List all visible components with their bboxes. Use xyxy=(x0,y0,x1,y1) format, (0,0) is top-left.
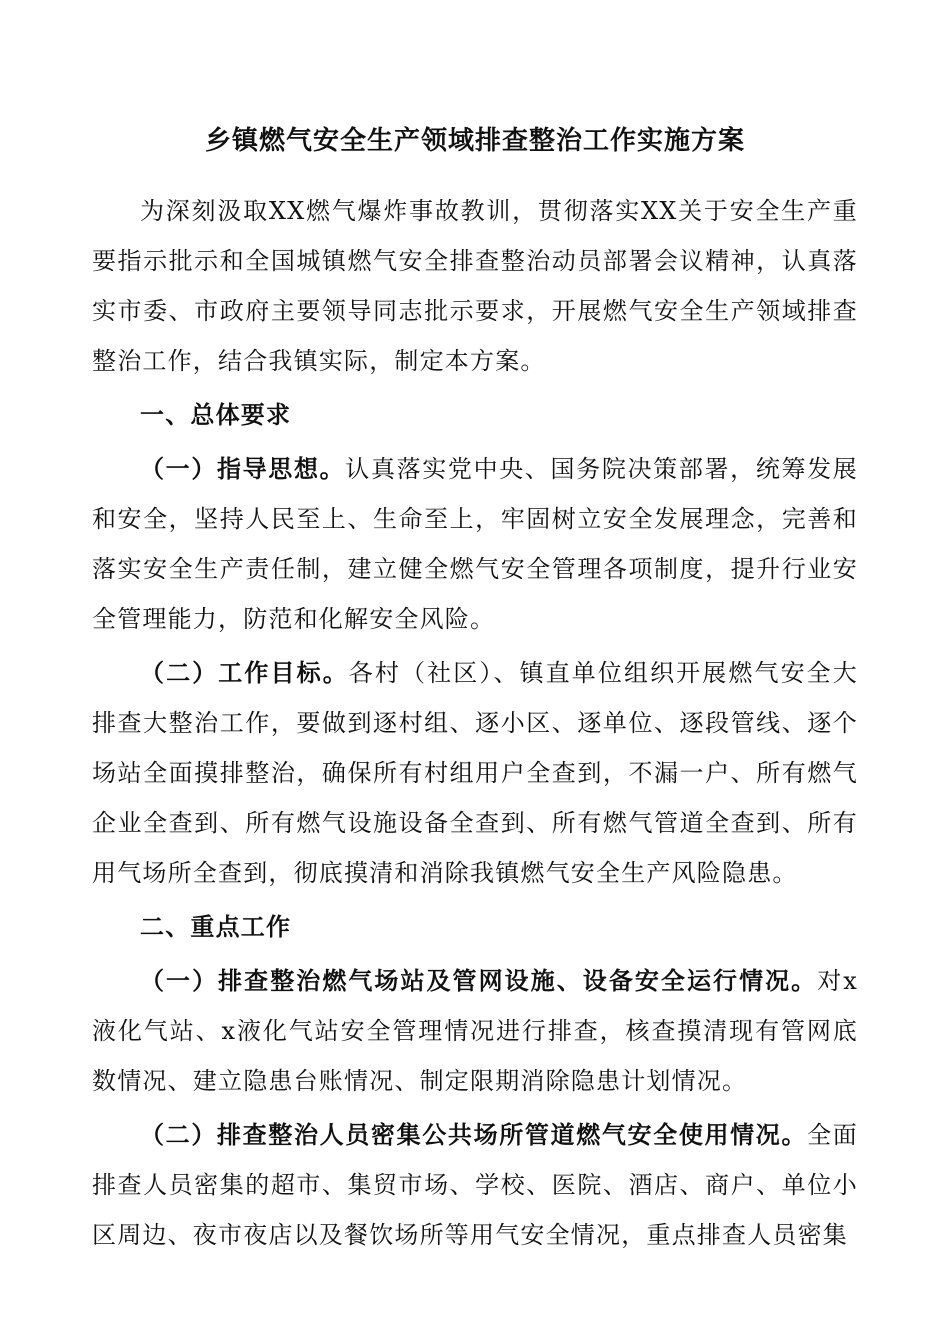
intro-paragraph: 为深刻汲取XX燃气爆炸事故教训，贯彻落实XX关于安全生产重要指示批示和全国城镇燃气安全排查整治动员部署会议精神，认真落实市委、市政府主要领导同志批示要求，开展燃气安全生产领域排查整治工作，结合我镇实际，制定本方案。 xyxy=(92,197,858,375)
paragraph-body: 认真落实党中央、国务院决策部署，统筹发展和安全，坚持人民至上、生命至上，牢固树立安全发展理念，完善和落实安全生产责任制，建立健全燃气安全管理各项制度，提升行业安全管理能力，防范和化解安全风险。 xyxy=(92,455,858,633)
paragraph-public-places-inspection xyxy=(92,1110,858,1260)
document-title: 乡镇燃气安全生产领域排查整治工作实施方案 xyxy=(204,126,745,156)
paragraph-lead: （二）排查整治人员密集公共场所管道燃气安全使用情况。 xyxy=(140,1121,808,1149)
paragraph-lead: （一）排查整治燃气场站及管网设施、设备安全运行情况。 xyxy=(140,967,818,995)
paragraph-lead: （二）工作目标。 xyxy=(140,659,349,687)
paragraph-guiding-ideology xyxy=(92,444,858,644)
paragraph-gas-stations-inspection xyxy=(92,956,858,1106)
paragraph-work-goals xyxy=(92,648,858,898)
paragraph-body: 全面排查人员密集的超市、集贸市场、学校、医院、酒店、商户、单位小区周边、夜市夜店以及餐饮场所等用气安全情况，重点排查人员密集 xyxy=(92,1121,858,1249)
document-page xyxy=(92,118,858,1260)
section-heading-key-work: 二、重点工作 xyxy=(140,913,292,941)
section-heading-overall-requirements: 一、总体要求 xyxy=(140,401,292,429)
paragraph-body: 各村（社区）、镇直单位组织开展燃气安全大排查大整治工作，要做到逐村组、逐小区、逐单位、逐段管线、逐个场站全面摸排整治，确保所有村组用户全查到，不漏一户、所有燃气企业全查到、所有燃气设施设备全查到、所有燃气管道全查到、所有用气场所全查到，彻底摸清和消除我镇燃气安全生产风险隐患。 xyxy=(92,659,858,887)
paragraph-lead: （一）指导思想。 xyxy=(140,455,346,483)
paragraph-body: 对x液化气站、x液化气站安全管理情况进行排查，核查摸清现有管网底数情况、建立隐患台账情况、制定限期消除隐患计划情况。 xyxy=(92,967,859,1095)
